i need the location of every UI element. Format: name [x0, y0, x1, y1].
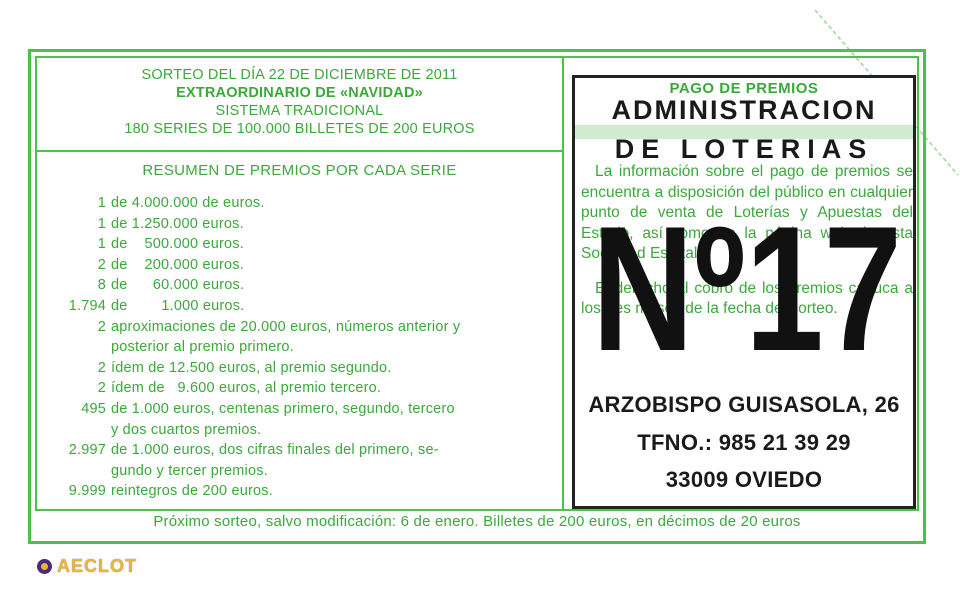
- prize-description: de 1.000 euros, centenas primero, segundo, tercero: [111, 400, 455, 417]
- column-divider: [562, 56, 564, 511]
- address: ARZOBISPO GUISASOLA, 26: [588, 392, 900, 417]
- prize-description: de 1.000 euros, dos cifras finales del primero, se-: [111, 442, 439, 459]
- prize-row: [40, 399, 560, 420]
- prize-description: gundo y tercer premios.: [111, 462, 268, 479]
- header-divider: [35, 150, 563, 152]
- prize-row: [40, 440, 560, 461]
- prize-row: [40, 296, 560, 317]
- prize-description: y dos cuartos premios.: [111, 421, 262, 438]
- prize-count: 2: [97, 359, 106, 376]
- draw-type: EXTRAORDINARIO DE «NAVIDAD»: [176, 85, 423, 101]
- draw-header: [37, 66, 562, 138]
- prize-description: de 200.000 euros.: [111, 256, 244, 273]
- prize-row: [40, 420, 560, 441]
- prize-count: 1: [97, 215, 106, 232]
- administration-number: [589, 182, 905, 362]
- prize-count: 9.999: [68, 483, 106, 500]
- prize-row: [40, 234, 560, 255]
- prize-row: [40, 214, 560, 235]
- prize-row: [40, 481, 560, 502]
- aeclot-logo-text: AECLOT: [57, 556, 137, 576]
- prize-description: aproximaciones de 20.000 euros, números anterior y: [111, 318, 461, 335]
- prize-count: 2: [97, 380, 106, 397]
- prize-row: [40, 461, 560, 482]
- prize-row: [40, 378, 560, 399]
- next-draw-footer: Próximo sorteo, salvo modificación: 6 de enero. Billetes de 200 euros, en décimos de 20 euros: [153, 513, 801, 530]
- prize-count: 8: [97, 277, 106, 294]
- city: 33009 OVIEDO: [665, 467, 823, 492]
- prize-row: [40, 317, 560, 338]
- prize-row: [40, 275, 560, 296]
- prize-description: de 1.250.000 euros.: [111, 215, 244, 232]
- draw-system: SISTEMA TRADICIONAL: [215, 103, 384, 119]
- prize-count: 495: [81, 400, 106, 417]
- draw-series: 180 SERIES DE 100.000 BILLETES DE 200 EUROS: [124, 121, 475, 137]
- prize-description: de 500.000 euros.: [111, 236, 244, 253]
- prize-row: [40, 337, 560, 358]
- prize-description: de 1.000 euros.: [111, 297, 245, 314]
- prize-row: [40, 193, 560, 214]
- administration-number-text: Nº17: [592, 189, 902, 362]
- prize-description: reintegros de 200 euros.: [111, 483, 273, 500]
- prize-description: de 60.000 euros.: [111, 277, 245, 294]
- administration-title: ADMINISTRACION: [611, 95, 877, 125]
- prize-count: 1: [97, 195, 106, 211]
- prize-count: 2: [97, 318, 106, 335]
- prize-payment-heading: PAGO DE PREMIOS: [669, 80, 819, 97]
- prize-row: [40, 255, 560, 276]
- aeclot-logo: [37, 556, 137, 577]
- prize-count: 2.997: [68, 442, 106, 459]
- prize-description: ídem de 12.500 euros, al premio segundo.: [111, 359, 392, 376]
- prize-description: posterior al premio primero.: [111, 339, 294, 356]
- payment-info-paragraph-2: El derecho al cobro de los premios caduca a los tres meses de la fecha del sorteo.: [581, 279, 913, 317]
- payment-info-paragraph-1: La información sobre el pago de premios se encuentra a disposición del público en cualquier punto de venta de Loterías y Apuestas del Estado, así como en la página web de esta Sociedad Estatal.: [581, 163, 913, 262]
- prize-description: de 4.000.000 de euros.: [111, 195, 265, 211]
- prize-description: ídem de 9.600 euros, al premio tercero.: [111, 380, 382, 397]
- prize-list: [40, 193, 560, 502]
- prize-row: [40, 358, 560, 379]
- phone: TFNO.: 985 21 39 29: [637, 430, 851, 455]
- prize-count: 2: [97, 256, 106, 273]
- administration-box: [572, 75, 916, 509]
- aeclot-emblem-icon: [37, 559, 52, 574]
- prize-summary-title: RESUMEN DE PREMIOS POR CADA SERIE: [142, 162, 457, 179]
- prize-count: 1: [97, 236, 106, 253]
- draw-date: SORTEO DEL DÍA 22 DE DICIEMBRE DE 2011: [141, 67, 458, 83]
- lotteries-title: DE LOTERIAS: [614, 134, 874, 164]
- prize-count: 1.794: [68, 297, 106, 314]
